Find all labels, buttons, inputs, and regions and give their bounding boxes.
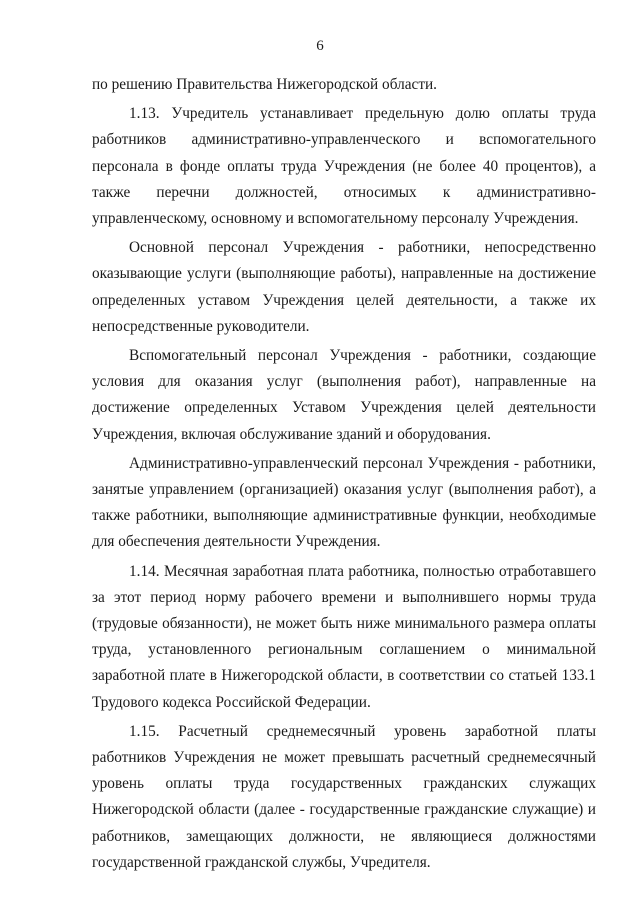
- paragraph-1-15: 1.15. Расчетный среднемесячный уровень заработной платы работников Учреждения не может превышать расчетный среднемесячный уровень оплаты труда государственных гражданских служащих Нижегородской области (далее - государственные гражданские служащие) и работников, замещающих должности, не являющиеся должностями государственной гражданской службы, Учредителя.: [92, 722, 596, 871]
- paragraph-admin-staff: Административно-управленческий персонал Учреждения - работники, занятые управлением (организацией) оказания услуг (выполнения работ), а также работники, выполняющие административные функции, необходимые для обеспечения деятельности Учреждения.: [92, 454, 596, 551]
- paragraph-1-13: 1.13. Учредитель устанавливает предельную долю оплаты труда работников административно-управленческого и вспомогательного персонала в фонде оплаты труда Учреждения (не более 40 процентов), а также перечни должностей, относимых к административно-управленческому, основному и вспомогательному персоналу Учреждения.: [92, 105, 596, 228]
- page-number: 6: [316, 38, 324, 54]
- paragraph-main-staff: Основной персонал Учреждения - работники, непосредственно оказывающие услуги (выполняющие работы), направленные на достижение определенных уставом Учреждения целей деятельности, а также их непосредственные руководители.: [92, 239, 596, 335]
- paragraph-1-14: 1.14. Месячная заработная плата работника, полностью отработавшего за этот период норму рабочего времени и выполнившего нормы труда (трудовые обязанности), не может быть ниже минимального размера оплаты труда, установленного региональным соглашением о минимальной заработной плате в Нижегородской области, в соответствии со статьей 133.1 Трудового кодекса Российской Федерации.: [92, 562, 596, 711]
- paragraph-support-staff: Вспомогательный персонал Учреждения - работники, создающие условия для оказания услуг (выполнения работ), направленные на достижение определенных Уставом Учреждения целей деятельности Учреждения, включая обслуживание зданий и оборудования.: [92, 347, 596, 443]
- document-body: [92, 72, 596, 876]
- paragraph-continuation: по решению Правительства Нижегородской области.: [92, 76, 438, 93]
